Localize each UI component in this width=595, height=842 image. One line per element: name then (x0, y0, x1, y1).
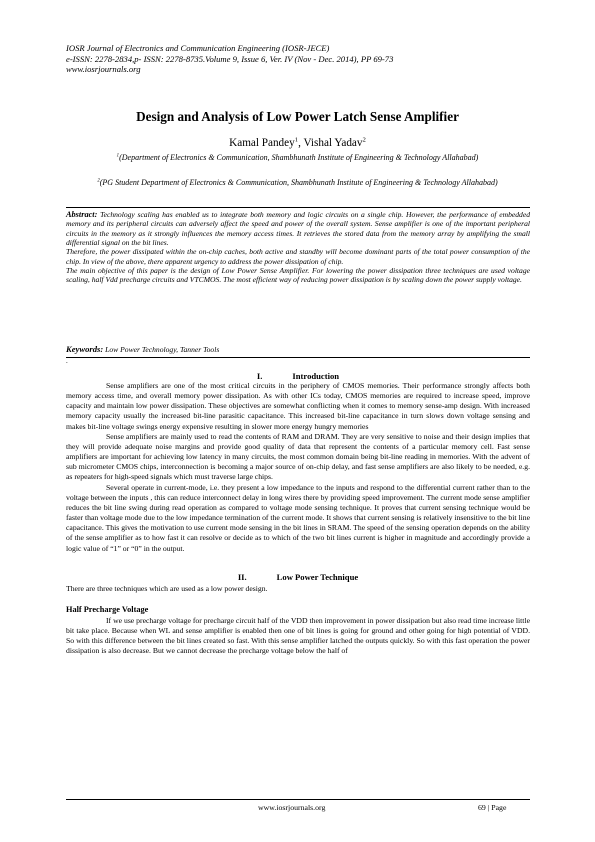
footer-rule (66, 799, 530, 800)
technique-intro (66, 584, 530, 594)
affiliation-2-text: (PG Student Department of Electronics & Communication, Shambhunath Institute of Engineering & Technology Allahabad) (99, 178, 498, 187)
introduction-body (66, 381, 530, 554)
journal-issn: e-ISSN: 2278-2834,p- ISSN: 2278-8735.Volume 9, Issue 6, Ver. IV (Nov - Dec. 2014), PP 69-73 (66, 53, 394, 64)
abstract-paragraph-3: The main objective of this paper is the design of Low Power Sense Amplifier. For lowering the power dissipation three techniques are used voltage scaling, half Vdd precharge circuits and VTCMOS. The most efficient way of reducing power dissipation is by scaling down the power supply voltage. (66, 266, 530, 285)
affiliation-1-sup: 1 (116, 153, 120, 159)
abstract (66, 210, 530, 285)
affiliation-1-text: (Department of Electronics & Communication, Shambhunath Institute of Engineering & Technology Allahabad) (119, 153, 479, 162)
affiliation-1 (80, 153, 515, 163)
abstract-label: Abstract: (66, 210, 98, 219)
half-precharge-paragraph: If we use precharge voltage for precharge circuit half of the VDD then improvement in power dissipation but also read time increase little bit take place. Because when WL and sense amplifier is enabled then one of bit lines is going for ground and other going for high potential of VDD. So with this difference between the bit lines created so fast. With this sense amplifier latched the outputs quickly. So with this fast operation the power dissipation is also decrease. But we cannot decrease the precharge voltage below the half of (66, 616, 530, 656)
footer-website: www.iosrjournals.org (258, 803, 326, 812)
journal-header (66, 43, 536, 75)
author-separator: , (298, 137, 304, 149)
intro-paragraph-2: Sense amplifiers are mainly used to read the contents of RAM and DRAM. They are very sensitive to noise and their design implies that they will provide adequate noise margins and provide good quality of data that represent the contents of a particular memory cell. Fast sense amplifiers are important for achieving low latency in many circuits, the most common domain being bit-line reading in memories. With the advent of sub micrometer CMOS chips, interconnection is becoming a major source of on-chip delay, and fast sense amplifiers are also likely to be needed, e.g. as repeaters for high-speed signals which must traverse large chips. (66, 431, 530, 482)
affiliation-2 (80, 178, 515, 188)
section-heading-low-power-technique (66, 572, 530, 582)
abstract-paragraph-1 (66, 210, 530, 247)
author-1: Kamal Pandey (229, 137, 295, 149)
keywords (66, 344, 530, 355)
abstract-top-rule (66, 207, 530, 208)
paper-title: Design and Analysis of Low Power Latch Sense Amplifier (136, 109, 459, 124)
author-2: Vishal Yadav (303, 137, 363, 149)
author-2-sup: 2 (362, 136, 366, 144)
keywords-text: Low Power Technology, Tanner Tools (103, 345, 220, 354)
intro-paragraph-1: Sense amplifiers are one of the most critical circuits in the periphery of CMOS memories. Their performance strongly affects both memory access time, and overall memory power dissipation. As with other ICs today, CMOS memories are required to increase speed, improve capacity and maintain low power dissipation. These objectives are somewhat conflicting when it comes to memory sense-amp design. With increased memory capacity usually the increased bit-line parasitic capacitance. This increased bit-line capacitance in turn slows down voltage sensing and makes bit-line voltage swings energy expensive resulting in slower more energy hungry memories (66, 381, 530, 431)
footer-page-number: 69 | Page (478, 803, 507, 812)
section-2-title: Low Power Technique (276, 572, 359, 582)
section-2-number: II. (237, 572, 247, 582)
half-precharge-body (66, 616, 530, 657)
technique-intro-text: There are three techniques which are used as a low power design. (66, 584, 268, 593)
section-1-number: I. (256, 371, 263, 381)
stray-dot: . (66, 357, 68, 365)
author-line (40, 136, 555, 150)
section-1-title: Introduction (292, 371, 340, 381)
journal-name: IOSR Journal of Electronics and Communication Engineering (IOSR-JECE) (66, 43, 330, 53)
keywords-label: Keywords: (66, 344, 104, 354)
subheading-half-precharge: Half Precharge Voltage (66, 605, 149, 614)
abstract-paragraph-2: Therefore, the power dissipated within the on-chip caches, both active and standby will become dominant parts of the total power consumption of the chip. In view of the above, there apparent urgency to address the power dissipation of chip. (66, 247, 530, 266)
intro-paragraph-3: Several operate in current-mode, i.e. they present a low impedance to the inputs and respond to the differential current rather than to the voltage between the inputs , this can reduce interconnect delay in long wires there by providing speed improvement. The current mode sense amplifier reduces the bit line swing during read operation as compared to voltage mode sensing technique. It proves that current sensing technique would be faster than voltage mode due to the low impedance termination of the current mode. It shows that current sensing is relatively insensitive to the bit line capacitance. This gives the motivation to use current mode sensing in the bit lines in SRAM. The speed of the sensing operation depends on the ability of the sense amplifier as to how fast it can resolve or decide as to which of the two bit lines current is higher in magnitude and accordingly provide a logic value of “1” or “0” in the output. (66, 482, 530, 553)
section-heading-introduction (66, 371, 530, 381)
affiliation-2-sup: 2 (97, 178, 100, 184)
abstract-text-1: Technology scaling has enabled us to integrate both memory and logic circuits on a single chip. However, the performance of embedded memory and its peripheral circuits can adversely affect the speed and power of the overall system. Sense amplifier is one of the important peripheral circuits in the memory as it strongly influences the memory access times. It retrieves the stored data from the memory array by amplifying the small differential signal on the bit lines. (66, 210, 530, 248)
abstract-bottom-rule (66, 357, 530, 358)
journal-website: www.iosrjournals.org (66, 64, 141, 75)
author-1-sup: 1 (294, 136, 299, 144)
